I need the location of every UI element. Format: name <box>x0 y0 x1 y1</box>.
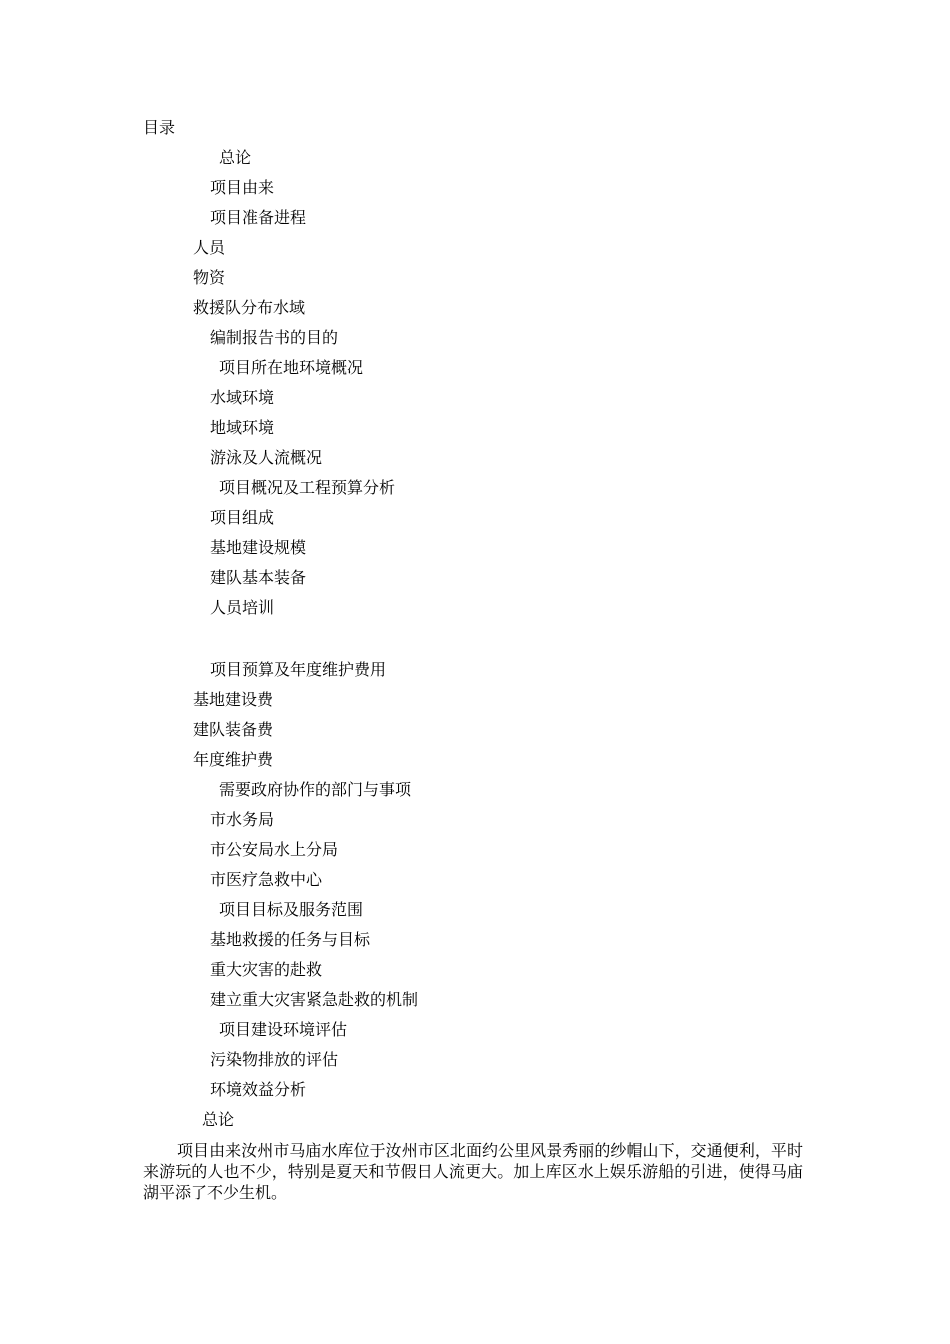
toc-entry[interactable]: 市医疗急救中心 <box>210 870 323 889</box>
body-paragraph: 项目由来汝州市马庙水库位于汝州市区北面约公里风景秀丽的纱帽山下，交通便利，平时来游玩的人也不少，特别是夏天和节假日人流更大。加上库区水上娱乐游船的引进，使得马庙湖平添了不少生机。 <box>143 1141 803 1202</box>
toc-entry[interactable]: 基地建设费 <box>193 690 274 709</box>
toc-entry[interactable]: 需要政府协作的部门与事项 <box>219 780 412 799</box>
toc-entry[interactable]: 项目准备进程 <box>210 208 307 227</box>
toc-entry[interactable]: 环境效益分析 <box>210 1080 307 1099</box>
toc-entry[interactable]: 地域环境 <box>210 418 275 437</box>
toc-entry[interactable]: 年度维护费 <box>193 750 274 769</box>
toc-entry[interactable]: 市水务局 <box>210 810 275 829</box>
toc-entry[interactable]: 编制报告书的目的 <box>210 328 339 347</box>
toc-entry[interactable]: 污染物排放的评估 <box>210 1050 339 1069</box>
toc-entry[interactable]: 救援队分布水域 <box>193 298 306 317</box>
toc-entry[interactable]: 人员培训 <box>210 598 275 617</box>
toc-entry[interactable]: 项目目标及服务范围 <box>219 900 364 919</box>
toc-entry[interactable]: 总论 <box>219 148 252 167</box>
toc-entry[interactable]: 项目概况及工程预算分析 <box>219 478 396 497</box>
toc-entry[interactable]: 项目所在地环境概况 <box>219 358 364 377</box>
toc-entry[interactable]: 水域环境 <box>210 388 275 407</box>
toc-entry[interactable]: 重大灾害的赴救 <box>210 960 323 979</box>
toc-entry[interactable]: 基地建设规模 <box>210 538 307 557</box>
toc-entry[interactable]: 项目组成 <box>210 508 275 527</box>
toc-entry[interactable]: 人员 <box>193 238 226 257</box>
toc-entry[interactable]: 建立重大灾害紧急赴救的机制 <box>210 990 419 1009</box>
toc-entry[interactable]: 项目预算及年度维护费用 <box>210 660 387 679</box>
toc-entry[interactable]: 建队装备费 <box>193 720 274 739</box>
toc-title: 目录 <box>143 118 176 137</box>
section-heading: 总论 <box>202 1110 235 1129</box>
toc-entry[interactable]: 项目建设环境评估 <box>219 1020 348 1039</box>
toc-entry[interactable]: 建队基本装备 <box>210 568 307 587</box>
toc-entry[interactable]: 物资 <box>193 268 226 287</box>
toc-entry[interactable]: 项目由来 <box>210 178 275 197</box>
toc-entry[interactable]: 基地救援的任务与目标 <box>210 930 371 949</box>
toc-entry[interactable]: 游泳及人流概况 <box>210 448 323 467</box>
toc-entry[interactable]: 市公安局水上分局 <box>210 840 339 859</box>
